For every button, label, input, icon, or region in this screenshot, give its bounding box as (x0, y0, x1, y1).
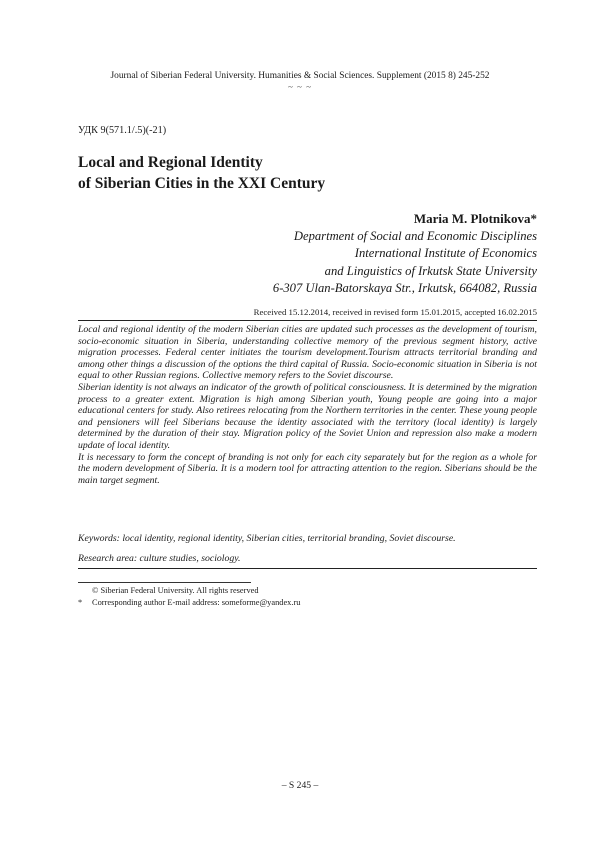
footnote-corresponding (78, 598, 300, 607)
affiliation-line: and Linguistics of Irkutsk State University (324, 263, 537, 278)
keywords: Keywords: local identity, regional identity, Siberian cities, territorial branding, Soviet discourse. (78, 533, 456, 544)
footnote-rule (78, 582, 251, 583)
received-dates: Received 15.12.2014, received in revised form 15.01.2015, accepted 16.02.2015 (253, 307, 537, 317)
header-ornament: ~ ~ ~ (287, 82, 313, 92)
footnote-mark: * (78, 598, 83, 607)
affiliation-line: International Institute of Economics (354, 246, 537, 260)
abstract-paragraph: It is necessary to form the concept of branding is not only for each city separately but for the region as a whole for the modern development of Siberia. It is a modern tool for attracting attention to the region. Siberians should be the main target segment. (78, 451, 537, 486)
abstract-bottom-rule (78, 568, 537, 569)
research-area: Research area: culture studies, sociology. (78, 553, 241, 564)
footnote-text: Corresponding author E-mail address: someforme@yandex.ru (92, 598, 301, 607)
paper-title-line-2: of Siberian Cities in the XXI Century (78, 175, 326, 192)
affiliation-line: 6-307 Ulan-Batorskaya Str., Irkutsk, 664082, Russia (272, 281, 537, 295)
journal-header: Journal of Siberian Federal University. Humanities & Social Sciences. Supplement (2015 8) 245-252 (110, 71, 490, 81)
footnote-text: © Siberian Federal University. All rights reserved (92, 586, 259, 595)
abstract (78, 324, 537, 486)
author-block (273, 210, 537, 298)
footnote-copyright (78, 586, 259, 595)
udc-code: УДК 9(571.1/.5)(-21) (78, 125, 167, 136)
paper-title-line-1: Local and Regional Identity (78, 154, 263, 171)
affiliation-line: Department of Social and Economic Disciplines (293, 228, 537, 243)
abstract-top-rule (78, 320, 537, 321)
abstract-paragraph: Siberian identity is not always an indicator of the growth of political consciousness. It is determined by the migration process to a greater extent. Migration is high among Siberian youth, Young people are going into a major educational centers for study. Also retirees relocating from the Northern territories in the center. These young people and pensioners will feel Siberians because the identity associated with the territory (local identity) is largely determined by the duration of their stay. Migration policy of the Soviet Union and repression also make a modern update of local identity. (78, 381, 537, 451)
abstract-paragraph: Local and regional identity of the modern Siberian cities are updated such processes as the development of tourism, socio-economic situation in Siberia, understanding collective memory of the previous segment history, active migration processes. Federal center initiates the tourism development.Tourism attracts territorial branding and among other things a discussion of the options the third capital of Russia. Socio-economic situation in Siberia is not equal to other Russian regions. Collective memory refers to the Soviet discourse. (78, 324, 537, 382)
paper-title (78, 152, 325, 194)
page-number: – S 245 – (281, 780, 319, 791)
author-name: Maria M. Plotnikova* (413, 211, 537, 226)
